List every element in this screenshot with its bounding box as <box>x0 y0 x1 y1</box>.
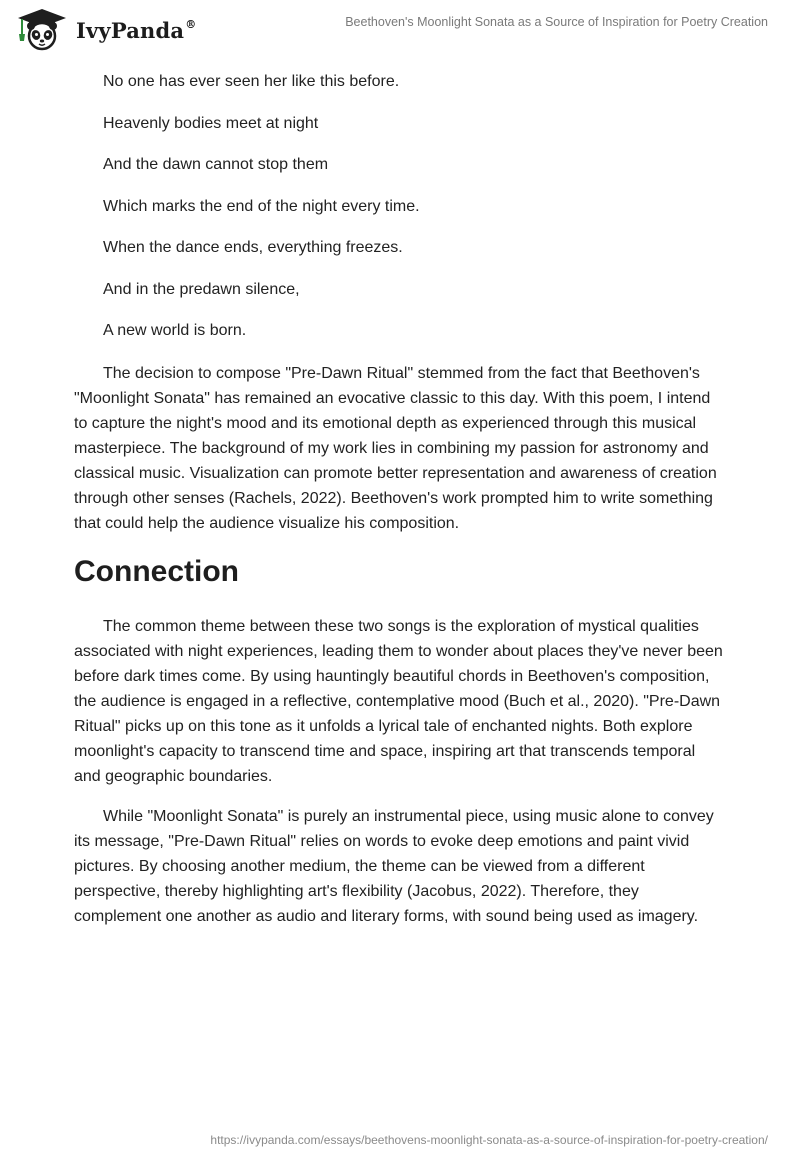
poem-line: Which marks the end of the night every time. <box>103 197 420 215</box>
poem-line: And in the predawn silence, <box>103 280 300 298</box>
page-header <box>0 0 800 60</box>
poem <box>74 70 724 343</box>
essay-content <box>74 70 724 929</box>
section-heading: Connection <box>74 554 239 588</box>
poem-line: A new world is born. <box>103 322 247 339</box>
brand-name: IvyPanda® <box>76 17 197 43</box>
source-url[interactable]: https://ivypanda.com/essays/beethovens-moonlight-sonata-as-a-source-of-inspiration-for-poetry-creation/ <box>210 1133 768 1147</box>
ivypanda-logo[interactable] <box>14 8 196 52</box>
poem-line: When the dance ends, everything freezes. <box>103 239 403 256</box>
body-paragraph: While "Moonlight Sonata" is purely an instrumental piece, using music alone to convey its message, "Pre-Dawn Ritual" relies on words to evoke deep emotions and paint vivid pictures. By choosing another medium, the theme can be viewed from a different perspective, thereby highlighting art's flexibility (Jacobus, 2022). Therefore, they complement one another as audio and literary forms, with sound being used as imagery. <box>74 807 714 925</box>
panda-graduate-icon <box>14 8 70 52</box>
body-paragraph: The common theme between these two songs is the exploration of mystical qualities associated with night experiences, leading them to wonder about places they've never been before dark times come. By using hauntingly beautiful chords in Beethoven's composition, the audience is engaged in a reflective, contemplative mood (Buch et al., 2020). "Pre-Dawn Ritual" picks up on this tone as it unfolds a lyrical tale of enchanted nights. Both explore moonlight's capacity to transcend time and space, inspiring art that transcends temporal and geographic boundaries. <box>74 617 723 785</box>
poem-line: And the dawn cannot stop them <box>103 156 329 173</box>
intro-paragraph: The decision to compose "Pre-Dawn Ritual" stemmed from the fact that Beethoven's "Moonlight Sonata" has remained an evocative classic to this day. With this poem, I intend to capture the night's mood and its emotional depth as experienced through this musical masterpiece. The background of my work lies in combining my passion for astronomy and classical music. Visualization can promote better representation and awareness of creation through other senses (Rachels, 2022). Beethoven's work prompted him to write something that could help the audience visualize his composition. <box>74 364 717 532</box>
poem-line: Heavenly bodies meet at night <box>103 114 319 132</box>
poem-line: No one has ever seen her like this before. <box>103 73 400 90</box>
document-title: Beethoven's Moonlight Sonata as a Source of Inspiration for Poetry Creation <box>345 15 768 29</box>
